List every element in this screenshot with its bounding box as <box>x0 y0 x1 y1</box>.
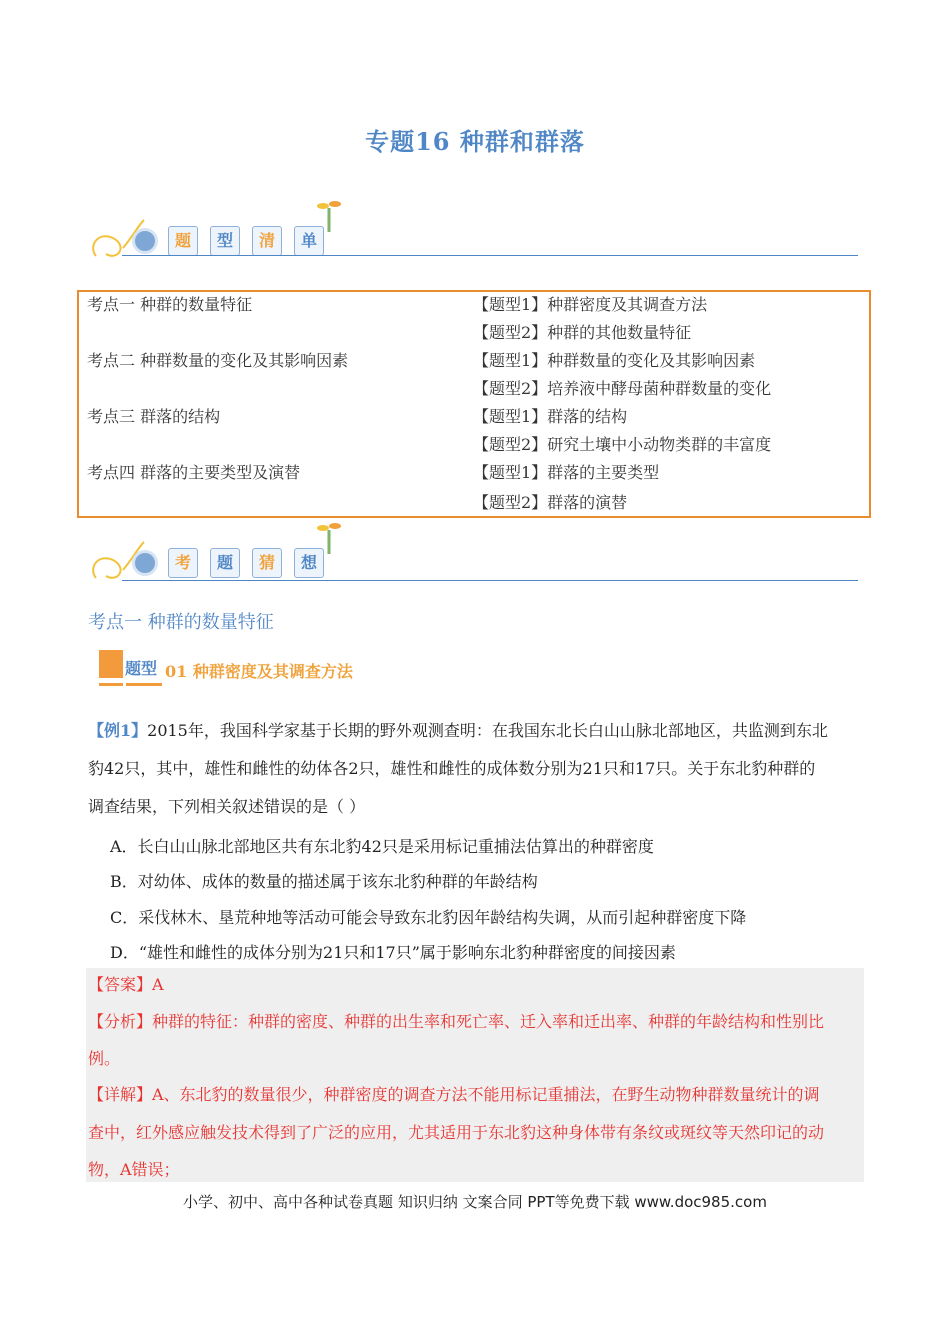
tag-label: 题型 <box>125 659 158 678</box>
detail-line-3: 物，A错误； <box>88 1160 180 1179</box>
banner-question-types <box>88 198 858 268</box>
outline-type-1-2: 【题型2】种群的其他数量特征 <box>473 323 692 342</box>
outline-type-1-1: 【题型1】种群密度及其调查方法 <box>473 295 708 314</box>
outline-point-2: 考点二 种群数量的变化及其影响因素 <box>87 351 349 370</box>
outline-point-3: 考点三 群落的结构 <box>87 407 221 426</box>
outline-type-3-2: 【题型2】研究土壤中小动物类群的丰富度 <box>473 435 772 454</box>
outline-point-1: 考点一 种群的数量特征 <box>87 295 253 314</box>
banner1-char-3: 清 <box>252 226 282 256</box>
outline-type-2-1: 【题型1】种群数量的变化及其影响因素 <box>473 351 756 370</box>
banner1-rule <box>122 255 858 256</box>
option-d: D．“雄性和雌性的成体分别为21只和17只”属于影响东北豹种群密度的间接因素 <box>110 943 676 962</box>
option-c: C．采伐林木、垦荒种地等活动可能会导致东北豹因年龄结构失调，从而引起种群密度下降 <box>110 908 747 927</box>
question-type-title: 01 种群密度及其调查方法 <box>165 662 353 681</box>
example-line-3: 调查结果，下列相关叙述错误的是（ ） <box>88 797 366 816</box>
example-text-1: 2015年，我国科学家基于长期的野外观测查明：在我国东北长白山山脉北部地区，共监测到东北 <box>147 721 828 740</box>
outline-type-4-2: 【题型2】群落的演替 <box>473 493 628 512</box>
outline-point-4: 考点四 群落的主要类型及演替 <box>87 463 301 482</box>
section-title: 考点一 种群的数量特征 <box>88 612 274 633</box>
tag-underline-left <box>99 683 123 686</box>
footer-text: 小学、初中、高中各种试卷真题 知识归纳 文案合同 PPT等免费下载 www.doc985.com <box>183 1193 767 1211</box>
example-label: 【例1】 <box>88 721 148 740</box>
banner2-char-4: 想 <box>294 548 324 578</box>
sprout-icon <box>316 520 342 554</box>
circle-bullet-icon <box>132 550 158 576</box>
tag-block-icon <box>99 650 123 678</box>
answer-text: 【答案】A <box>88 975 164 994</box>
banner-exam-guess <box>88 520 858 590</box>
banner2-char-1: 考 <box>168 548 198 578</box>
question-type-tag <box>99 650 159 688</box>
banner2-rule <box>122 580 858 581</box>
sprout-icon <box>316 198 342 232</box>
outline-type-2-2: 【题型2】培养液中酵母菌种群数量的变化 <box>473 379 772 398</box>
banner2-char-3: 猜 <box>252 548 282 578</box>
outline-type-3-1: 【题型1】群落的结构 <box>473 407 628 426</box>
banner1-char-1: 题 <box>168 226 198 256</box>
banner1-char-2: 型 <box>210 226 240 256</box>
outline-type-4-1: 【题型1】群落的主要类型 <box>473 463 660 482</box>
circle-bullet-icon <box>132 228 158 254</box>
banner2-char-2: 题 <box>210 548 240 578</box>
banner1-char-4: 单 <box>294 226 324 256</box>
tag-underline-right <box>126 683 162 686</box>
detail-line-1: 【详解】A、东北豹的数量很少，种群密度的调查方法不能用标记重捕法，在野生动物种群数量统计的调 <box>88 1085 820 1104</box>
option-a: A．长白山山脉北部地区共有东北豹42只是采用标记重捕法估算出的种群密度 <box>110 837 654 856</box>
page-title: 专题16 种群和群落 <box>365 127 585 156</box>
analysis-line-1: 【分析】种群的特征：种群的密度、种群的出生率和死亡率、迁入率和迁出率、种群的年龄结构和性别比 <box>88 1012 825 1031</box>
analysis-line-2: 例。 <box>88 1049 121 1068</box>
option-b: B．对幼体、成体的数量的描述属于该东北豹种群的年龄结构 <box>110 872 538 891</box>
example-line-2: 豹42只，其中，雄性和雌性的幼体各2只，雄性和雌性的成体数分别为21只和17只。关于东北豹种群的 <box>88 759 816 778</box>
example-line-1 <box>88 712 863 750</box>
detail-line-2: 查中，红外感应触发技术得到了广泛的应用，尤其适用于东北豹这种身体带有条纹或斑纹等天然印记的动 <box>88 1123 825 1142</box>
